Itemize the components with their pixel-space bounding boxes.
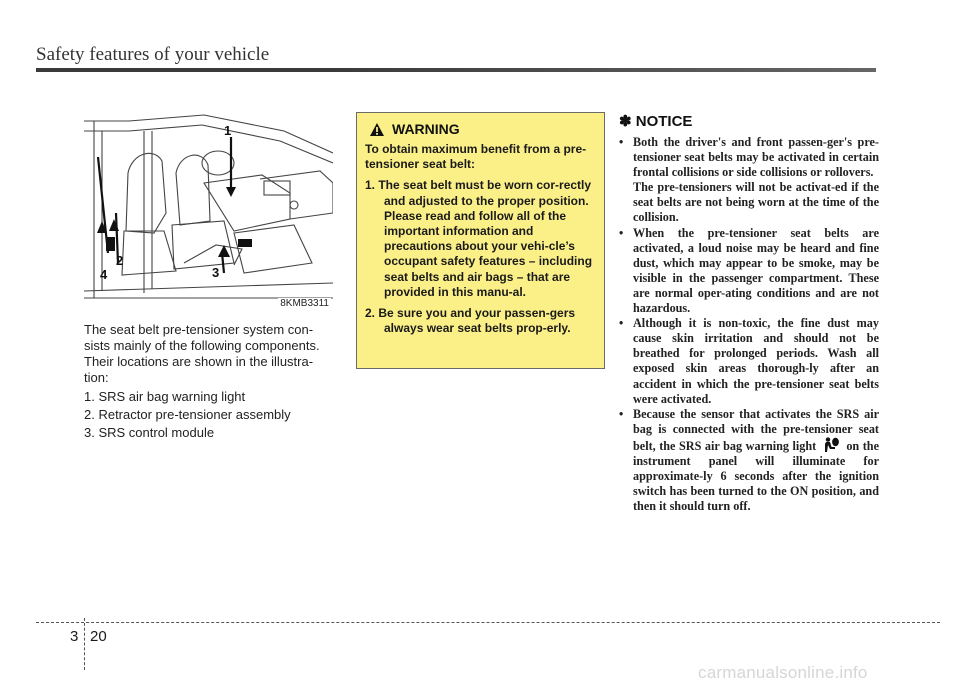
page-number: 20 <box>90 628 107 645</box>
watermark: carmanualsonline.info <box>698 663 868 682</box>
notice-title: NOTICE <box>635 113 693 130</box>
callout-1: 1 <box>224 123 232 138</box>
component-item: 3. SRS control module <box>84 425 215 440</box>
warning-title: WARNING <box>392 121 460 137</box>
warning-header <box>369 121 596 137</box>
warning-intro: To obtain maximum benefit from a pre-tensioner seat belt: <box>365 142 587 172</box>
footer-vertical-divider <box>84 618 85 670</box>
warning-item: 1. The seat belt must be worn cor-rectly and adjusted to the proper position. Please read and follow all of the important information and precautions about your vehi-cle’s occupant safety features – including seat belts and air bags – that are provided in this manu-al. <box>365 178 593 299</box>
warning-triangle-icon <box>369 122 385 137</box>
left-column-text <box>84 322 336 443</box>
warning-item: 2. Be sure you and your passen-gers always wear seat belts prop-erly. <box>365 306 576 336</box>
notice-heading <box>619 112 879 130</box>
notice-item <box>619 316 879 407</box>
airbag-warning-icon <box>823 437 840 453</box>
bullet: • <box>619 316 624 331</box>
warning-box <box>356 112 605 369</box>
pretensioner-intro: The seat belt pre-tensioner system con-sists mainly of the following components. Their locations are shown in the illustra-tion: <box>84 322 320 385</box>
notice-text <box>633 407 879 515</box>
warning-list <box>365 178 596 336</box>
notice-item <box>619 226 879 317</box>
chapter-number: 3 <box>70 628 79 645</box>
callout-3: 3 <box>212 265 220 280</box>
warning-body <box>365 142 596 336</box>
callout-4: 4 <box>100 267 108 282</box>
notice-text-post: on the instrument panel will illuminate for approximate-ly 6 seconds after the ignition switch has been turned to the ON position, and then it should turn off. <box>633 438 879 514</box>
notice-text: The pre-tensioners will not be activat-ed if the seat belts are not being worn at the time of the collision. <box>633 180 879 225</box>
bullet: • <box>619 225 624 240</box>
notice-text: Although it is non-toxic, the fine dust may cause skin irritation and should not be breathed for prolonged periods. Wash all exposed skin areas thorough-ly after an accident in which the pre-tensioner seat belts were activated. <box>633 316 879 406</box>
illustration-drawing <box>84 113 333 310</box>
notice-section <box>619 112 879 514</box>
notice-item <box>619 135 879 226</box>
notice-item <box>619 407 879 515</box>
callout-2: 2 <box>116 253 124 268</box>
notice-marker: ✽ <box>619 113 632 130</box>
component-list <box>84 389 336 441</box>
component-item: 2. Retractor pre-tensioner assembly <box>84 407 291 422</box>
figure-code: 8KMB3311 <box>280 298 329 309</box>
bullet: • <box>619 135 624 149</box>
component-item: 1. SRS air bag warning light <box>84 389 246 404</box>
bullet: • <box>619 406 624 421</box>
notice-text: When the pre-tensioner seat belts are activated, a loud noise may be heard and fine dust, which may appear to be smoke, may be visible in the passenger compartment. These are normal oper-ating conditions and are not hazardous. <box>633 225 879 316</box>
footer-divider <box>36 622 940 623</box>
notice-list <box>619 135 879 514</box>
notice-text-pre: Because the sensor that activates the SRS air bag is connected with the pre-tensioner seat belt, the SRS air bag warning light <box>633 406 879 453</box>
notice-text: Both the driver's and front passen-ger's pre-tensioner seat belts may be activated in certain frontal collisions or side collisions or rollovers. <box>633 135 879 180</box>
page-header-title: Safety features of your vehicle <box>36 44 270 65</box>
header-rule <box>36 68 876 72</box>
car-interior-illustration <box>84 113 333 310</box>
